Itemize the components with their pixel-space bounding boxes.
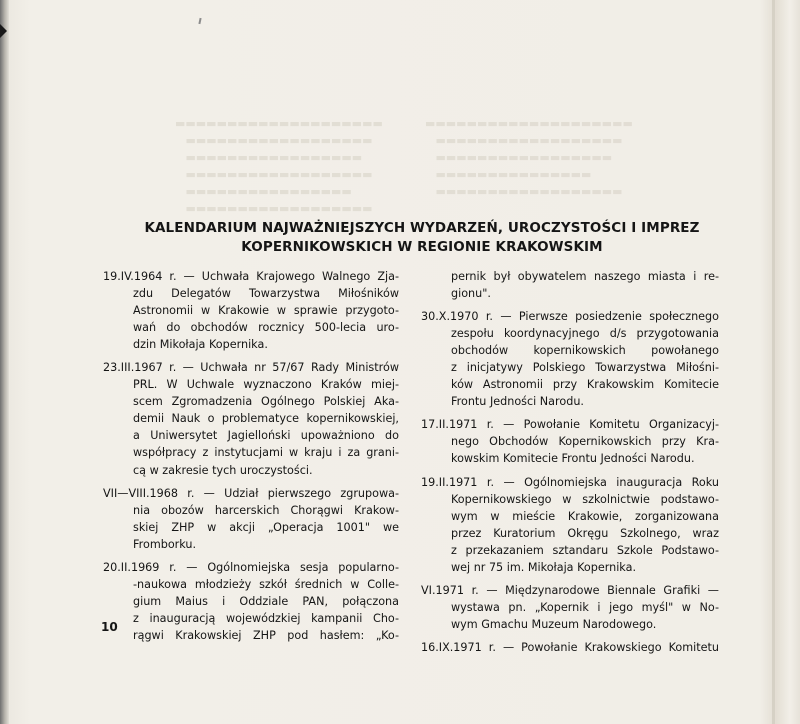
text-line: z inicjatywy Polskiego Towarzystwa Miłośni- — [451, 361, 719, 375]
text-line: Astronomii w Krakowie w sprawie przygoto- — [133, 304, 399, 318]
spine-marker-icon — [0, 24, 7, 38]
text-line: Fromborku. — [133, 537, 197, 551]
text-line: Kopernikowskiego w szkolnictwie podstawo- — [451, 492, 719, 506]
text-line: gionu". — [451, 287, 491, 301]
text-line: rągwi Krakowskiej ZHP pod hasłem: „Ko- — [133, 628, 399, 642]
text-line: dzin Mikołaja Kopernika. — [133, 338, 268, 352]
text-line: wym w mieście Krakowie, zorganizowana — [451, 509, 719, 523]
text-line: PRL. W Uchwale wyznaczono Kraków miej- — [133, 378, 399, 392]
text-line: 16.IX.1971 r. — Powołanie Krakowskiego Komitetu — [421, 640, 719, 654]
text-line: gium Maius i Oddziale PAN, połączona — [133, 594, 399, 608]
title-line-2: KOPERNIKOWSKICH W REGIONIE KRAKOWSKIM — [241, 239, 603, 255]
text-line: 19.IV.1964 r. — Uchwała Krajowego Walnego Zja- — [103, 270, 399, 283]
text-line: z przekazaniem sztandaru Szkole Podstawo- — [451, 543, 719, 557]
page-number: 10 — [101, 620, 118, 634]
text-line: nia obozów harcerskich Chorągwi Krakow- — [133, 503, 399, 517]
text-line: a Uniwersytet Jagielloński upoważniono do — [133, 429, 399, 443]
text-line: z inauguracją wojewódzkiej kampanii Cho- — [133, 611, 399, 625]
text-line: zdu Delegatów Towarzystwa Miłośników — [133, 287, 399, 301]
page-fold-shadow — [772, 0, 775, 724]
text-line: scem Zgromadzenia Ogólnego Polskiej Aka- — [133, 395, 399, 409]
text-line: cą w zakresie tych uroczystości. — [133, 463, 313, 477]
text-line: wystawa pn. „Kopernik i jego myśl" w No- — [451, 600, 719, 614]
text-line: kowskim Komitecie Frontu Jedności Narodu. — [451, 452, 695, 466]
text-line: 17.II.1971 r. — Powołanie Komitetu Organizacyj- — [421, 418, 719, 432]
text-line: 23.III.1967 r. — Uchwała nr 57/67 Rady Ministrów — [103, 361, 399, 375]
text-line: 20.II.1969 r. — Ogólnomiejska sesja popularno- — [103, 560, 399, 574]
text-line: -naukowa młodzieży szkół średnich w Colle- — [133, 577, 399, 591]
book-spine-edge — [0, 0, 9, 724]
text-line: pernik był obywatelem naszego miasta i re- — [451, 270, 719, 283]
text-line: wym Gmachu Muzeum Narodowego. — [451, 617, 657, 631]
text-line: zespołu koordynacyjnego d/s przygotowania — [451, 327, 719, 341]
text-line: demii Nauk o problematyce kopernikowskiej, — [133, 412, 399, 426]
text-line: VII—VIII.1968 r. — Udział pierwszego zgrupowa- — [103, 486, 399, 500]
text-line: nego Obchodów Kopernikowskich przy Kra- — [451, 435, 719, 449]
text-line: ków Astronomii przy Krakowskim Komitecie — [451, 378, 719, 392]
title-line-1: KALENDARIUM NAJWAŻNIEJSZYCH WYDARZEŃ, UROCZYSTOŚCI I IMPREZ — [144, 220, 700, 236]
text-line: wań do obchodów rocznicy 500-lecia uro- — [133, 321, 399, 335]
text-line: VI.1971 r. — Międzynarodowe Biennale Grafiki — — [421, 583, 719, 597]
text-line: 19.II.1971 r. — Ogólnomiejska inauguracja Roku — [421, 475, 719, 489]
right-column — [421, 268, 719, 656]
bleed-through-right: ▬▬▬▬▬▬▬▬▬▬▬▬▬▬▬▬▬▬▬▬ ▬▬▬▬▬▬▬▬▬▬▬▬▬▬▬▬▬▬ ▬▬▬▬▬▬▬▬▬▬▬▬▬▬▬▬▬ ▬▬▬▬▬▬▬▬▬▬▬▬▬▬▬ ▬▬▬▬▬▬▬▬▬▬▬▬▬▬▬▬▬▬ — [425, 117, 633, 198]
left-column — [103, 268, 399, 644]
text-line: współpracy z instytucjami w kraju i za grani- — [133, 446, 399, 460]
text-line: obchodów kopernikowskich powołanego — [451, 344, 719, 358]
page-title — [100, 219, 744, 257]
bleed-through-left: ▬▬▬▬▬▬▬▬▬▬▬▬▬▬▬▬▬▬▬▬ ▬▬▬▬▬▬▬▬▬▬▬▬▬▬▬▬▬▬ ▬▬▬▬▬▬▬▬▬▬▬▬▬▬▬▬▬ ▬▬▬▬▬▬▬▬▬▬▬▬▬▬▬▬▬▬ ▬▬▬▬▬▬▬▬▬▬▬▬▬▬▬▬ ▬▬▬▬▬▬▬▬▬▬▬▬▬▬▬▬▬▬ — [175, 117, 383, 215]
text-line: skiej ZHP w akcji „Operacja 1001" we — [133, 520, 399, 534]
text-line: Frontu Jedności Narodu. — [451, 395, 584, 409]
text-line: wej nr 75 im. Mikołaja Kopernika. — [451, 560, 636, 574]
text-line: przez Kuratorium Okręgu Szkolnego, wraz — [451, 526, 719, 540]
text-line: 30.X.1970 r. — Pierwsze posiedzenie społecznego — [421, 310, 719, 324]
